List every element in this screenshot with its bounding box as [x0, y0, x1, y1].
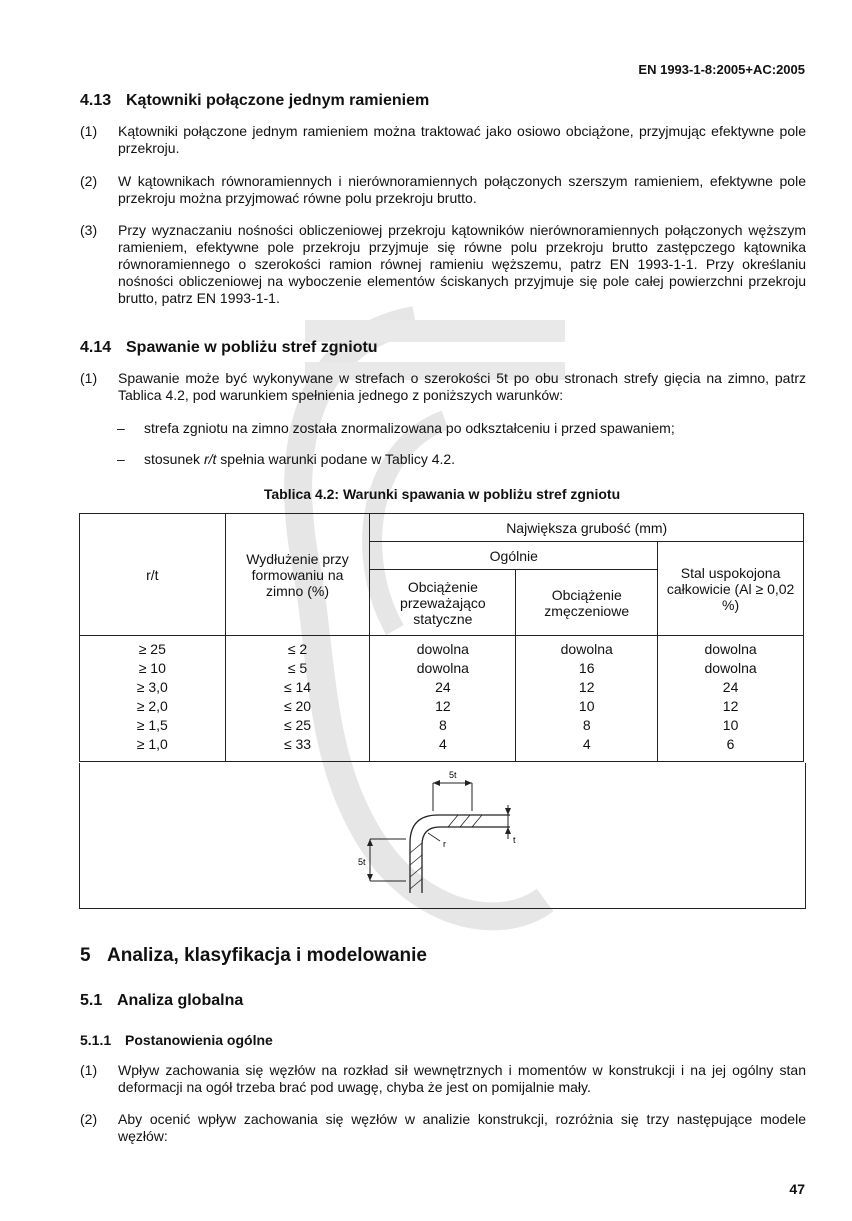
list-dash: –	[117, 420, 125, 436]
paragraph-text: Spawanie może być wykonywane w strefach o szerokości 5t po obu stronach strefy gięcia na zimno, patrz Tablica 4.2, pod warunkiem spełnienia jednego z poniższych warunków:	[118, 370, 806, 403]
table-cell: ≥ 1,0	[136, 736, 168, 752]
table-cell: 12	[578, 679, 595, 695]
header-general: Ogólnie	[370, 542, 658, 570]
paragraph-number: (1)	[80, 1062, 98, 1078]
section-number: 5.1	[80, 992, 103, 1009]
table-cell: ≥ 25	[138, 641, 166, 657]
section-5-1-heading	[80, 992, 243, 1010]
table-cell: 6	[726, 736, 735, 752]
table-cell: dowolna	[416, 660, 469, 676]
header-max-thickness: Największa grubość (mm)	[370, 514, 804, 542]
list-dash: –	[117, 451, 125, 467]
section-number: 5.1.1	[80, 1032, 112, 1048]
welding-conditions-table	[79, 513, 804, 762]
paragraph	[80, 173, 806, 207]
table-cell: dowolna	[704, 660, 757, 676]
list-item-text: strefa zgniotu na zimno została znormalizowana po odkształceniu i przed spawaniem;	[144, 420, 675, 436]
table-cell: 24	[435, 679, 451, 695]
table-cell: 8	[582, 717, 591, 733]
section-5-1-1-heading	[80, 1032, 273, 1048]
paragraph	[80, 222, 806, 307]
table-cell: ≤ 33	[283, 736, 312, 752]
table-cell: 12	[722, 698, 739, 714]
header-fatigue-load: Obciążenie zmęczeniowe	[516, 570, 658, 636]
column-killed-values	[658, 636, 804, 762]
cold-formed-zone-figure	[79, 763, 806, 909]
section-title: Analiza globalna	[117, 992, 244, 1009]
list-item	[117, 420, 675, 436]
paragraph-number: (2)	[80, 173, 98, 189]
paragraph	[80, 370, 806, 404]
paragraph-number: (3)	[80, 222, 98, 238]
table-cell: ≥ 3,0	[136, 679, 168, 695]
page-number: 47	[789, 1181, 805, 1197]
paragraph-text: Wpływ zachowania się węzłów na rozkład sił wewnętrznych i momentów w konstrukcji i na jej ogólny stan deformacji na ogół trzeba brać pod uwagę, chyba że jest on pomijalnie mały.	[118, 1062, 806, 1095]
paragraph-text: Aby ocenić wpływ zachowania się węzłów w analizie konstrukcji, rozróżnia się trzy następujące modele węzłów:	[118, 1111, 806, 1144]
section-title: Postanowienia ogólne	[125, 1032, 273, 1048]
column-fatigue-values	[516, 636, 658, 762]
table-cell: dowolna	[560, 641, 613, 657]
paragraph-text: W kątownikach równoramiennych i nierównoramiennych połączonych szerszym ramieniem, efektywne pole przekroju można przyjmować równe polu przekroju brutto.	[118, 173, 806, 206]
paragraph-number: (1)	[80, 123, 98, 139]
table-cell: ≤ 2	[287, 641, 308, 657]
chapter-5-heading	[80, 945, 427, 967]
section-number: 4.14	[80, 339, 112, 356]
paragraph	[80, 1111, 806, 1145]
table-caption: Tablica 4.2: Warunki spawania w pobliżu stref zgniotu	[263, 486, 621, 502]
label-radius: r	[443, 839, 446, 849]
standard-header: EN 1993-1-8:2005+AC:2005	[638, 62, 805, 77]
table-cell: 16	[578, 660, 595, 676]
column-rt-values	[80, 636, 226, 762]
header-static-load: Obciążenie przeważająco statyczne	[370, 570, 516, 636]
table-cell: 4	[438, 736, 447, 752]
table-cell: 10	[722, 717, 739, 733]
paragraph	[80, 123, 806, 157]
table-cell: dowolna	[704, 641, 757, 657]
header-killed-steel: Stal uspokojona całkowicie (Al ≥ 0,02 %)	[658, 542, 804, 636]
table-cell: 12	[435, 698, 451, 714]
paragraph-number: (2)	[80, 1111, 98, 1127]
variable: r/t	[203, 451, 217, 467]
table-cell: dowolna	[416, 641, 469, 657]
section-4-14-heading	[80, 339, 378, 357]
section-number: 4.13	[80, 92, 112, 109]
label-thickness: t	[513, 835, 516, 845]
list-item	[117, 451, 455, 467]
table-cell: ≤ 5	[287, 660, 308, 676]
table-cell: 10	[578, 698, 595, 714]
chapter-number: 5	[80, 945, 91, 966]
label-5t-left: 5t	[358, 857, 366, 867]
label-5t-top: 5t	[449, 770, 457, 780]
paragraph-number: (1)	[80, 370, 98, 386]
section-4-13-heading	[80, 92, 429, 110]
column-elongation-values	[225, 636, 370, 762]
table-cell: ≥ 10	[138, 660, 166, 676]
table-cell: ≥ 1,5	[136, 717, 168, 733]
section-title: Spawanie w pobliżu stref zgniotu	[126, 339, 378, 356]
table-cell: 24	[722, 679, 739, 695]
header-elongation: Wydłużenie przy formowaniu na zimno (%)	[225, 514, 370, 636]
table-cell: ≤ 25	[283, 717, 312, 733]
text-fragment: stosunek	[144, 451, 204, 467]
table-cell: ≤ 14	[283, 679, 312, 695]
table-cell: ≤ 20	[283, 698, 312, 714]
paragraph-text: Przy wyznaczaniu nośności obliczeniowej przekroju kątowników nierównoramiennych połączonych węższym ramieniem, efektywne pole przekroju przyjmuje się równe polu przekroju brutto zastępczego kątownika równoramiennego o szerokości ramion równej ramieniu węższemu, patrz EN 1993-1-1. Przy określaniu nośności obliczeniowej na wyboczenie elementów ściskanych przyjmuje się pole całej powierzchni przekroju brutto, patrz EN 1993-1-1.	[118, 222, 806, 306]
column-static-values	[370, 636, 516, 762]
section-title: Kątowniki połączone jednym ramieniem	[126, 92, 430, 109]
paragraph	[80, 1062, 806, 1096]
list-item-text	[144, 451, 455, 467]
chapter-title: Analiza, klasyfikacja i modelowanie	[107, 945, 427, 966]
paragraph-text: Kątowniki połączone jednym ramieniem można traktować jako osiowo obciążone, przyjmując efektywne pole przekroju.	[118, 123, 806, 156]
bend-zone-diagram	[80, 763, 805, 908]
table-cell: 8	[438, 717, 447, 733]
header-rt: r/t	[80, 514, 226, 636]
table-cell: ≥ 2,0	[136, 698, 168, 714]
table-cell: 4	[582, 736, 591, 752]
text-fragment: spełnia warunki podane w Tablicy 4.2.	[216, 451, 456, 467]
